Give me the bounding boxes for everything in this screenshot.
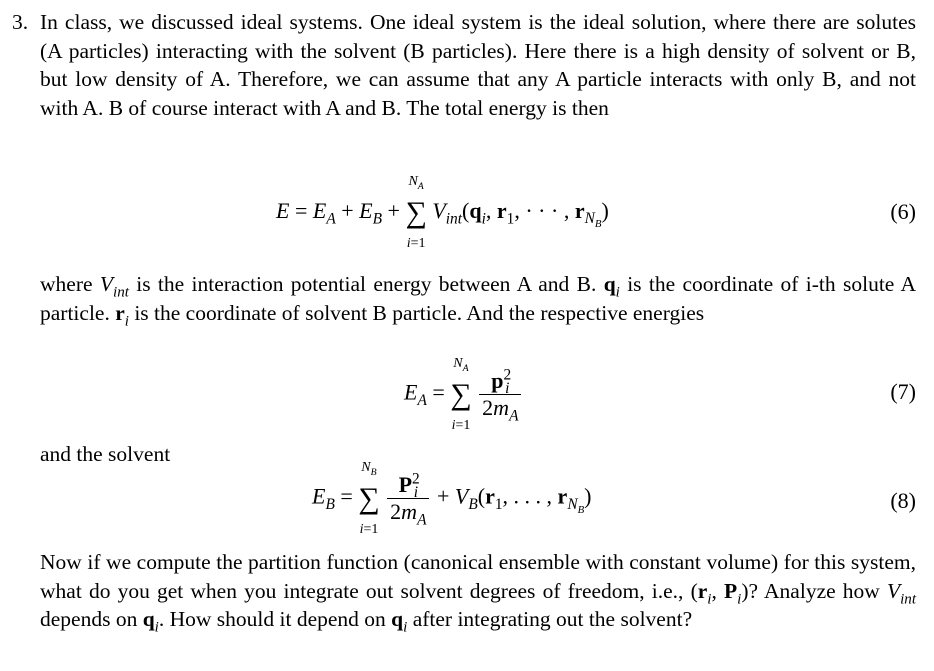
equation-8: $E_B$ = ∑ $N_B$ i=1 $\frac{P^2_i}{2m_A}$ + $V_B(r_1$, . . . , $r_{N_B}$) bbox=[312, 459, 592, 537]
equation-6: $E = E_A + E_B$ + ∑ $N_A$ i=1 $V_{int}(q_i$, $r_1$, · · · , $r_{N_B}$) bbox=[276, 174, 609, 251]
interaction-paragraph: where $V_{int}$ is the interaction potential energy between A and B. $q_i$ is the coordinate of i-th solute A particle. $r_i$ is the coordinate of solvent B particle. And the respective energies bbox=[40, 272, 917, 329]
problem-number: 3. bbox=[12, 10, 29, 34]
equation-8-number: (8) bbox=[890, 488, 916, 513]
question-paragraph: Now if we compute the partition function (canonical ensemble with constant volume) for this system, what do you get when you integrate out solvent degrees of freedom, i.e., ($r_i$, $P_i$)? Analyze how $V_{int}$ depends on $q_i$. How should it depend on $q_i$ after integrating out the solvent? bbox=[40, 550, 917, 636]
equation-7: $E_A$ = ∑ $N_A$ i=1 $\frac{p^2_i}{2m_A}$ bbox=[404, 368, 523, 421]
equation-6-number: (6) bbox=[890, 199, 916, 224]
equation-7-number: (7) bbox=[890, 379, 916, 404]
and-solvent-text: and the solvent bbox=[40, 442, 171, 466]
intro-paragraph: In class, we discussed ideal systems. One ideal system is the ideal solution, where there are solutes (A particles) interacting with the solvent (B particles). Here there is a high density of solvent or B, but low density of A. Therefore, we can assume that any A particle interacts with only B, and not with A. B of course interact with A and B. The total energy is then bbox=[40, 10, 916, 121]
